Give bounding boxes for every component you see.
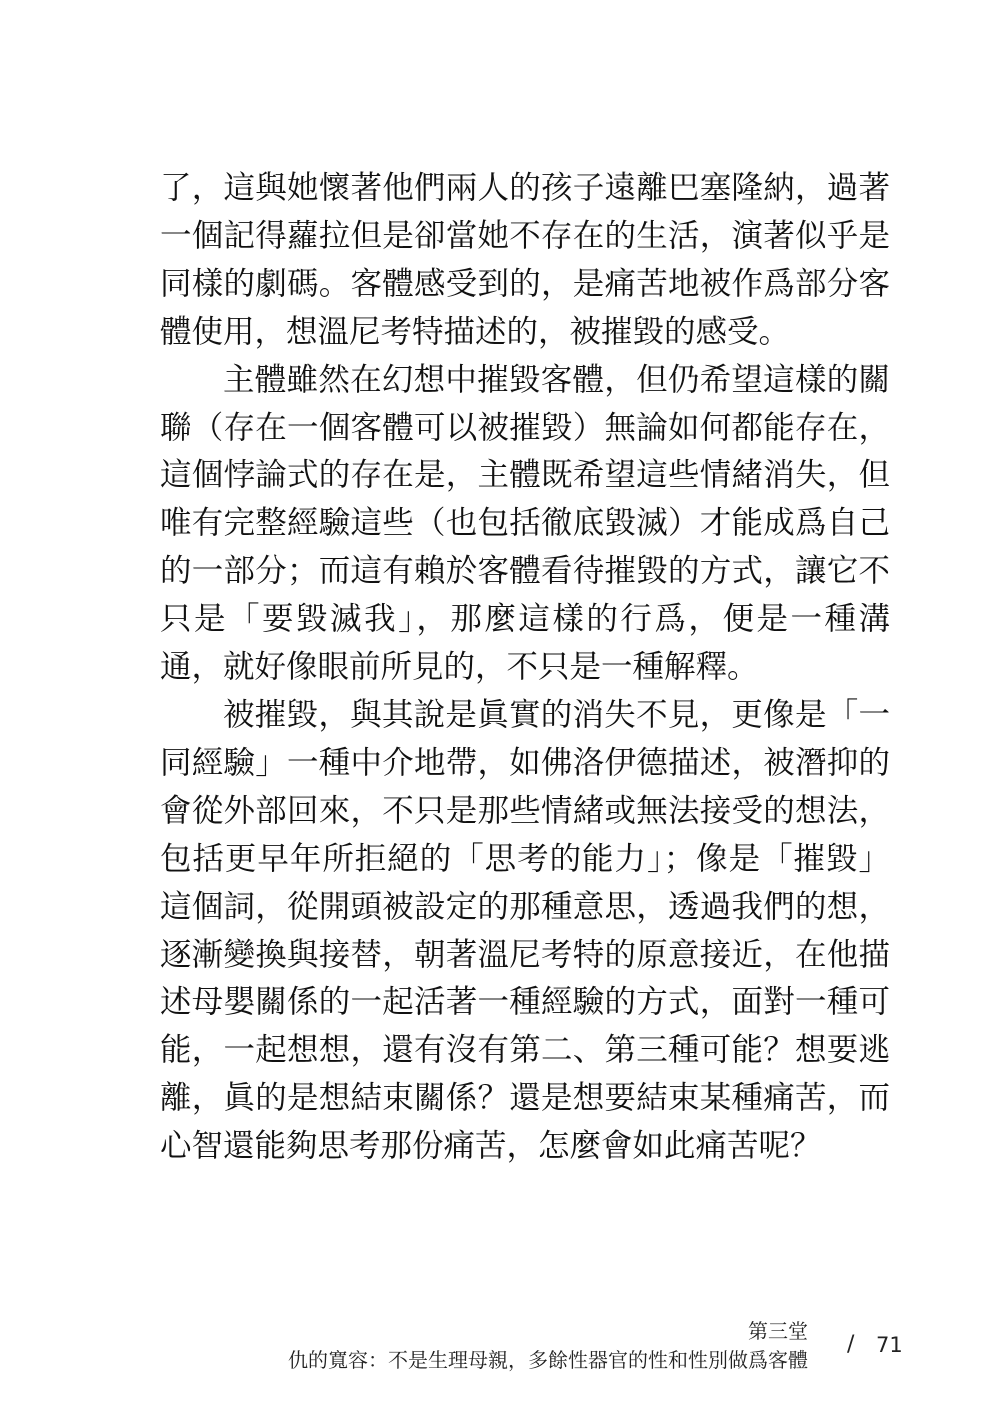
paragraph-2: 主體雖然在幻想中摧毀客體，但仍希望這樣的關聯（存在一個客體可以被摧毀）無論如何都能存在，這個悖論式的存在是，主體既希望這些情緒消失，但唯有完整經驗這些（也包括徹底毀滅）才能成爲自己的一部分；而這有賴於客體看待摧毀的方式，讓它不只是「要毀滅我」，那麼這樣的行爲，便是一種溝通，就好像眼前所見的，不只是一種解釋。	[160, 361, 890, 686]
footer-chapter-label: 第三堂	[748, 1319, 808, 1343]
body-text	[160, 165, 890, 1171]
footer-chapter-title: 仇的寬容：不是生理母親，多餘性器官的性和性別做爲客體	[288, 1348, 808, 1372]
paragraph-1: 了，這與她懷著他們兩人的孩子遠離巴塞隆納，過著一個記得蘿拉但是卻當她不存在的生活，演著似乎是同樣的劇碼。客體感受到的，是痛苦地被作爲部分客體使用，想溫尼考特描述的，被摧毀的感受。	[160, 170, 890, 350]
paragraph-3: 被摧毀，與其說是眞實的消失不見，更像是「一同經驗」一種中介地帶，如佛洛伊德描述，被潛抑的會從外部回來，不只是那些情緒或無法接受的想法，包括更早年所拒絕的「思考的能力」；像是「摧毀」這個詞，從開頭被設定的那種意思，透過我們的想，逐漸變換與接替，朝著溫尼考特的原意接近，在他描述母嬰關係的一起活著一種經驗的方式，面對一種可能，一起想想，還有沒有第二、第三種可能？想要逃離，眞的是想結束關係？還是想要結束某種痛苦，而心智還能夠思考那份痛苦，怎麼會如此痛苦呢？	[160, 696, 890, 1165]
footer-separator: /	[847, 1332, 855, 1357]
page-number: 71	[876, 1333, 903, 1357]
